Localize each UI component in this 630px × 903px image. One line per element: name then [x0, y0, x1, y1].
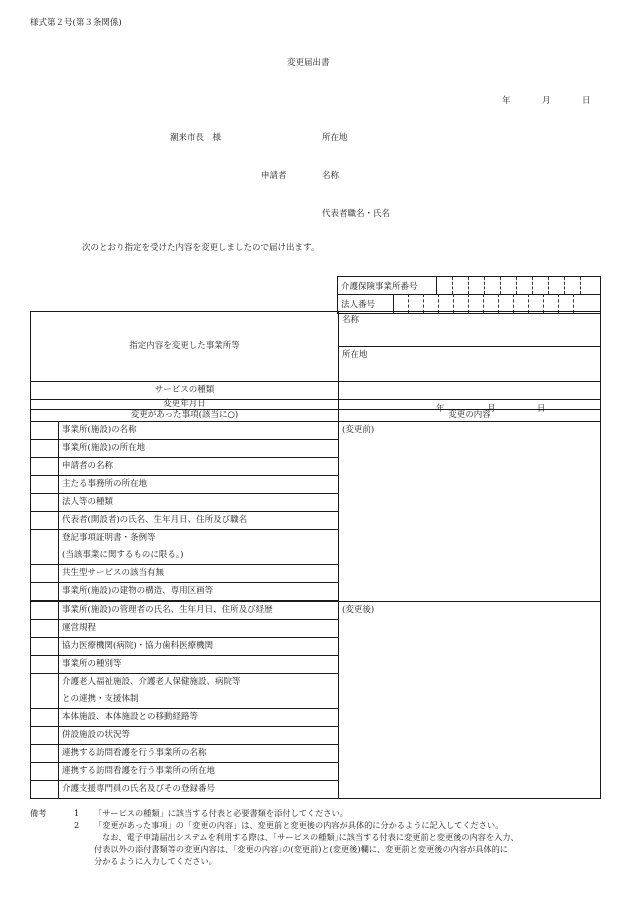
item-label: 介護老人福祉施設、介護老人保健施設、病院等	[59, 674, 339, 692]
note-text: 分かるように入力してください。	[94, 856, 217, 866]
check-cell[interactable]	[31, 620, 59, 638]
office-address-cell[interactable]: 所在地	[339, 347, 601, 382]
check-cell[interactable]	[31, 422, 59, 440]
check-cell[interactable]	[31, 458, 59, 476]
item-label: 運営規程	[59, 620, 339, 638]
item-label: (当該事業に関するものに限る。)	[59, 547, 339, 565]
note-text: 付表以外の添付書類等の変更内容は、｢変更の内容｣の(変更前)と(変更後)欄に、変更前と変更後の内容が具体的に	[94, 844, 508, 854]
note-text: 「サービスの種類」に該当する付表と必要書類を添付してください。	[94, 808, 348, 818]
item-label: 連携する訪問看護を行う事業所の所在地	[59, 763, 339, 781]
check-cell[interactable]	[31, 440, 59, 458]
statement: 次のとおり指定を受けた内容を変更しましたので届け出ます。	[82, 243, 320, 253]
item-label: との連携・支援体制	[59, 691, 339, 709]
item-label: 事業所の種別等	[59, 656, 339, 674]
change-date-year: 年	[436, 403, 445, 414]
change-content-header: 変更の内容	[339, 410, 601, 422]
item-label: 代表者(開設者)の氏名、生年月日、住所及び職名	[59, 512, 339, 530]
check-cell[interactable]	[31, 709, 59, 727]
date-month-label: 月	[542, 96, 551, 106]
form-id: 様式第２号(第３条関係)	[30, 18, 122, 28]
item-label: 登記事項証明書・条例等	[59, 530, 339, 548]
check-cell[interactable]	[31, 638, 59, 656]
check-cell[interactable]	[31, 530, 59, 565]
item-label: 本体施設、本体施設との移動経路等	[59, 709, 339, 727]
number-box	[337, 276, 601, 314]
check-cell[interactable]	[31, 674, 59, 709]
remarks	[30, 807, 610, 867]
change-before-cell[interactable]: (変更前)	[339, 422, 601, 602]
change-date-label: 変更年月日	[31, 400, 339, 410]
check-cell[interactable]	[31, 745, 59, 763]
change-date-cell[interactable]	[339, 400, 601, 414]
item-label: 事業所(施設)の名称	[59, 422, 339, 440]
check-cell[interactable]	[31, 656, 59, 674]
office-number-cells[interactable]	[436, 277, 600, 294]
check-cell[interactable]	[31, 512, 59, 530]
page-title: 変更届出書	[287, 58, 330, 68]
change-date-month: 月	[487, 403, 496, 414]
check-cell[interactable]	[31, 583, 59, 601]
check-cell[interactable]	[31, 476, 59, 494]
representative-label: 代表者職名・氏名	[322, 209, 391, 219]
service-type-cell[interactable]	[339, 382, 601, 400]
item-label: 介護支援専門員の氏名及びその登録番号	[59, 781, 339, 799]
address-label: 所在地	[322, 133, 348, 143]
corp-number-label: 法人番号	[341, 300, 376, 310]
change-date-day: 日	[537, 403, 546, 414]
item-label: 事業所(施設)の管理者の氏名、生年月日、住所及び経歴	[59, 602, 339, 620]
note-text: なお、電子申請届出システムを利用する際は、｢サービスの種類｣に該当する付表に変更前と変更後の内容を入力、	[102, 832, 519, 842]
changed-items-header: 変更があった事項(該当に○)	[31, 410, 339, 422]
applicant-label: 申請者	[261, 171, 287, 181]
note-text: 「変更があった事項」の「変更の内容」は、変更前と変更後の内容が具体的に分かるように記入してください。	[94, 820, 504, 830]
change-after-cell[interactable]: (変更後)	[339, 602, 601, 799]
item-label: 連携する訪問看護を行う事業所の名称	[59, 745, 339, 763]
note-number: 1	[74, 808, 80, 818]
check-cell[interactable]	[31, 763, 59, 781]
item-label: 共生型サービスの該当有無	[59, 565, 339, 583]
office-number-label: 介護保険事業所番号	[341, 282, 418, 292]
date-year-label: 年	[502, 96, 511, 106]
item-label: 事業所(施設)の建物の構造、専用区画等	[59, 583, 339, 601]
check-cell[interactable]	[31, 602, 59, 620]
check-cell[interactable]	[31, 565, 59, 583]
date-day-label: 日	[582, 96, 591, 106]
item-label: 申請者の名称	[59, 458, 339, 476]
item-label: 主たる事務所の所在地	[59, 476, 339, 494]
service-type-label: サービスの種類	[31, 382, 339, 400]
remarks-label: 備考	[30, 808, 47, 818]
name-label: 名称	[322, 171, 340, 181]
change-form-table	[30, 311, 601, 799]
item-label: 法人等の種類	[59, 494, 339, 512]
item-label: 協力医療機関(病院)・協力歯科医療機関	[59, 638, 339, 656]
addressee: 潮来市長 様	[170, 133, 222, 143]
item-label: 併設施設の状況等	[59, 727, 339, 745]
office-label-cell: 指定内容を変更した事業所等	[31, 312, 339, 382]
check-cell[interactable]	[31, 727, 59, 745]
check-cell[interactable]	[31, 781, 59, 799]
item-label: 事業所(施設)の所在地	[59, 440, 339, 458]
office-name-cell[interactable]: 名称	[339, 312, 601, 347]
note-number: 2	[74, 820, 80, 830]
check-cell[interactable]	[31, 494, 59, 512]
